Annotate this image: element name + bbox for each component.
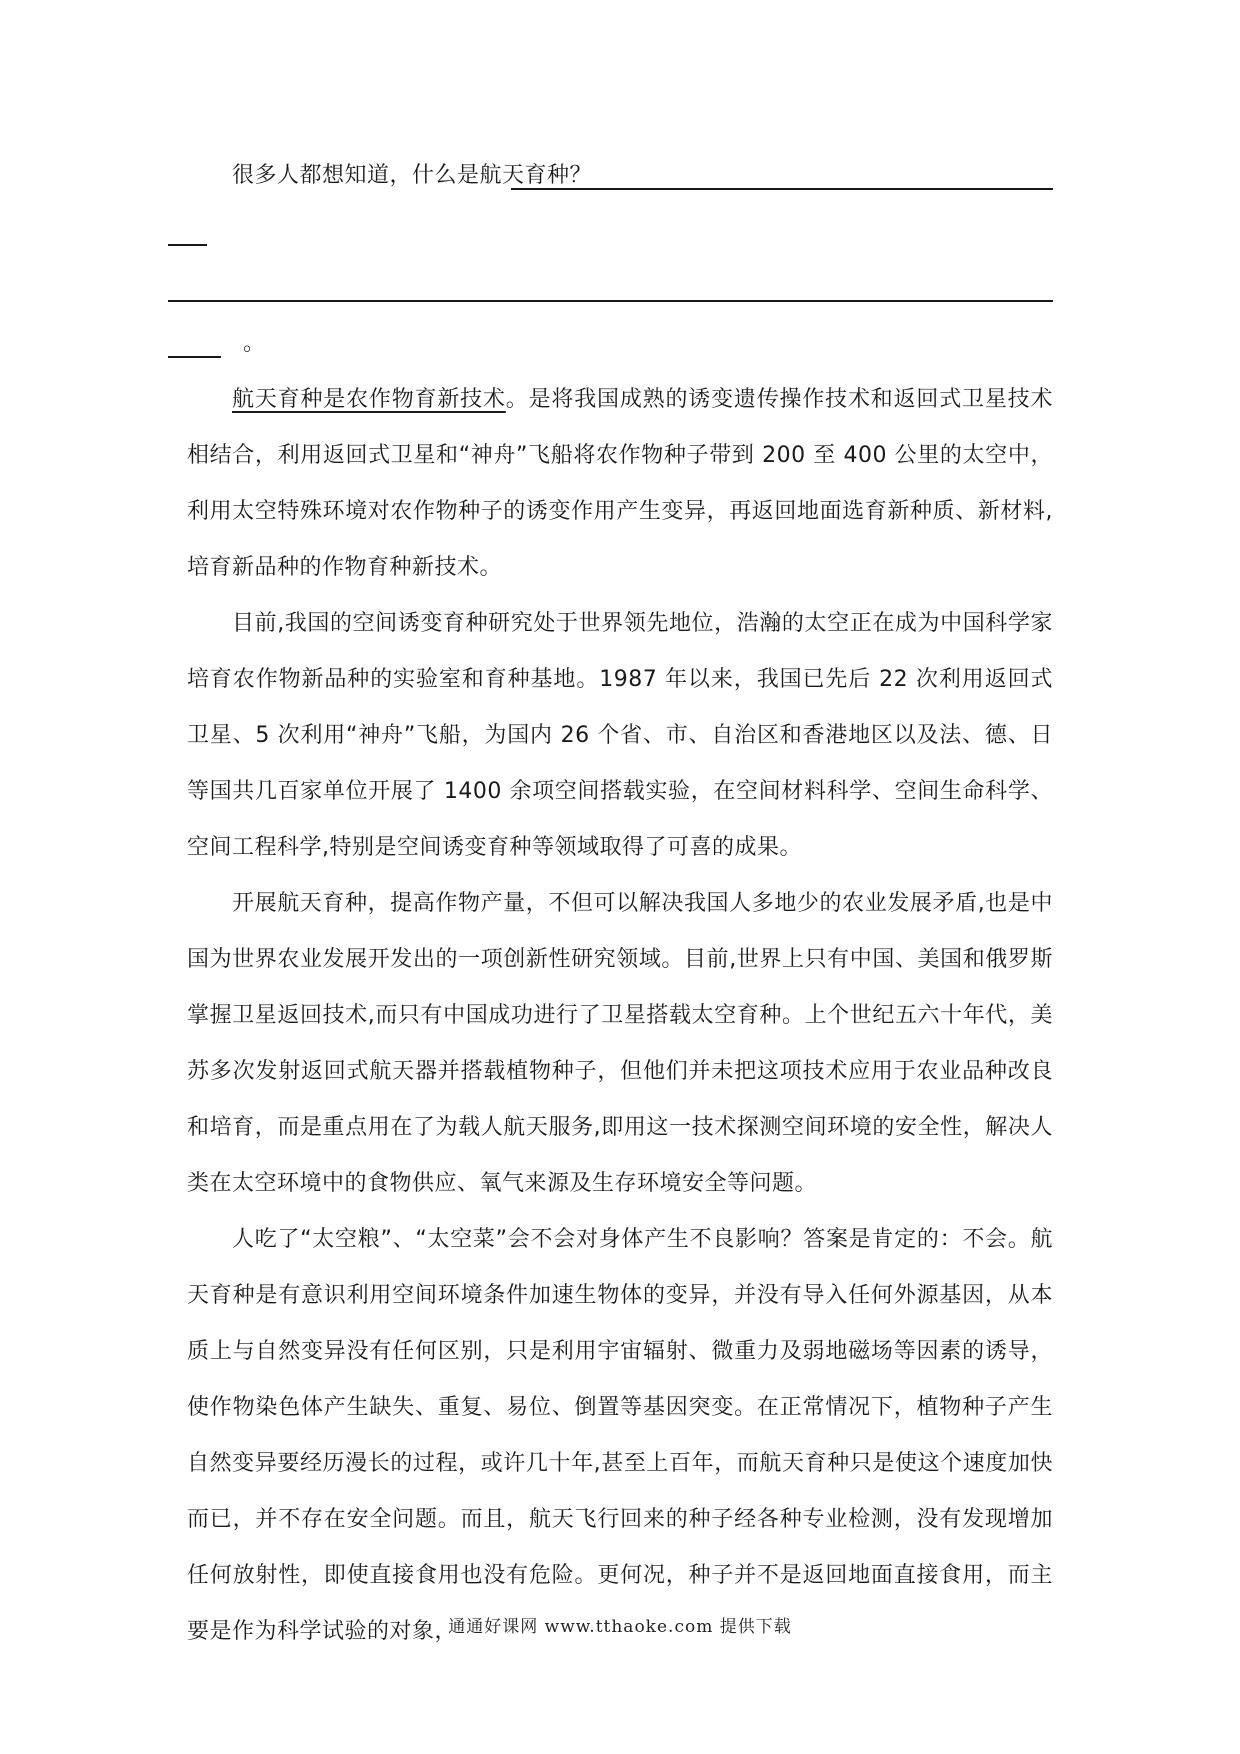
- paragraph-4: 人吃了“太空粮”、“太空菜”会不会对身体产生不良影响？答案是肯定的：不会。航天育种是有意识利用空间环境条件加速生物体的变异，并没有导入任何外源基因，从本质上与自然变异没有任何区别，只是利用宇宙辐射、微重力及弱地磁场等因素的诱导，使作物染色体产生缺失、重复、易位、倒置等基因突变。在正常情况下，植物种子产生自然变异要经历漫长的过程，或许几十年,甚至上百年，而航天育种只是使这个速度加快而已，并不存在安全问题。而且，航天飞行回来的种子经各种专业检测，没有发现增加任何放射性，即使直接食用也没有危险。更何况，种子并不是返回地面直接食用，而主要是作为科学试验的对象，: [187, 1227, 1053, 1644]
- paragraph-3: 开展航天育种，提高作物产量，不但可以解决我国人多地少的农业发展矛盾,也是中国为世界农业发展开发出的一项创新性研究领域。目前,世界上只有中国、美国和俄罗斯掌握卫星返回技术,而只有中国成功进行了卫星搭载太空育种。上个世纪五六十年代，美苏多次发射返回式航天器并搭载植物种子，但他们并未把这项技术应用于农业品种改良和培育，而是重点用在了为载人航天服务,即用这一技术探测空间环境的安全性，解决人类在太空环境中的食物供应、氧气来源及生存环境安全等问题。: [187, 891, 1053, 1196]
- question-line: [187, 148, 1053, 204]
- answer-blank-line-2: [168, 244, 207, 246]
- answer-blank-line-4: [168, 356, 221, 358]
- paragraph-2: 目前,我国的空间诱变育种研究处于世界领先地位，浩瀚的太空正在成为中国科学家培育农作物新品种的实验室和育种基地。1987 年以来，我国已先后 22 次利用返回式卫星、5 次利用“神舟”飞船，为国内 26 个省、市、自治区和香港地区以及法、德、日等国共几百家单位开展了 1400 余项空间搭载实验，在空间材料科学、空间生命科学、空间工程科学,特别是空间诱变育种等领域取得了可喜的成果。: [187, 611, 1053, 860]
- answer-blank-line-1: [511, 188, 1053, 190]
- page-footer: 通通好课网 www.tthaoke.com 提供下载: [448, 1617, 792, 1637]
- paragraph-1-underlined-phrase: 航天育种是农作物育新技术: [232, 387, 506, 412]
- paragraph-1-text: 。是将我国成熟的诱变遗传操作技术和返回式卫星技术相结合，利用返回式卫星和“神舟”飞船将农作物种子带到 200 至 400 公里的太空中，利用太空特殊环境对农作物种子的诱变作用产生变异，再返回地面选育新种质、新材料,培育新品种的作物育种新技术。: [187, 387, 1053, 580]
- answer-end-mark: 。: [243, 331, 266, 356]
- question-text: 很多人都想知道，什么是航天育种？: [232, 163, 593, 188]
- paragraph-1: [187, 372, 1053, 596]
- document-body: [187, 148, 1053, 1660]
- answer-blank-line-3: [168, 300, 1053, 302]
- answer-blank-row-4: [187, 316, 1053, 372]
- answer-blank-row-2: [187, 204, 1053, 260]
- answer-blank-row-3: [187, 260, 1053, 316]
